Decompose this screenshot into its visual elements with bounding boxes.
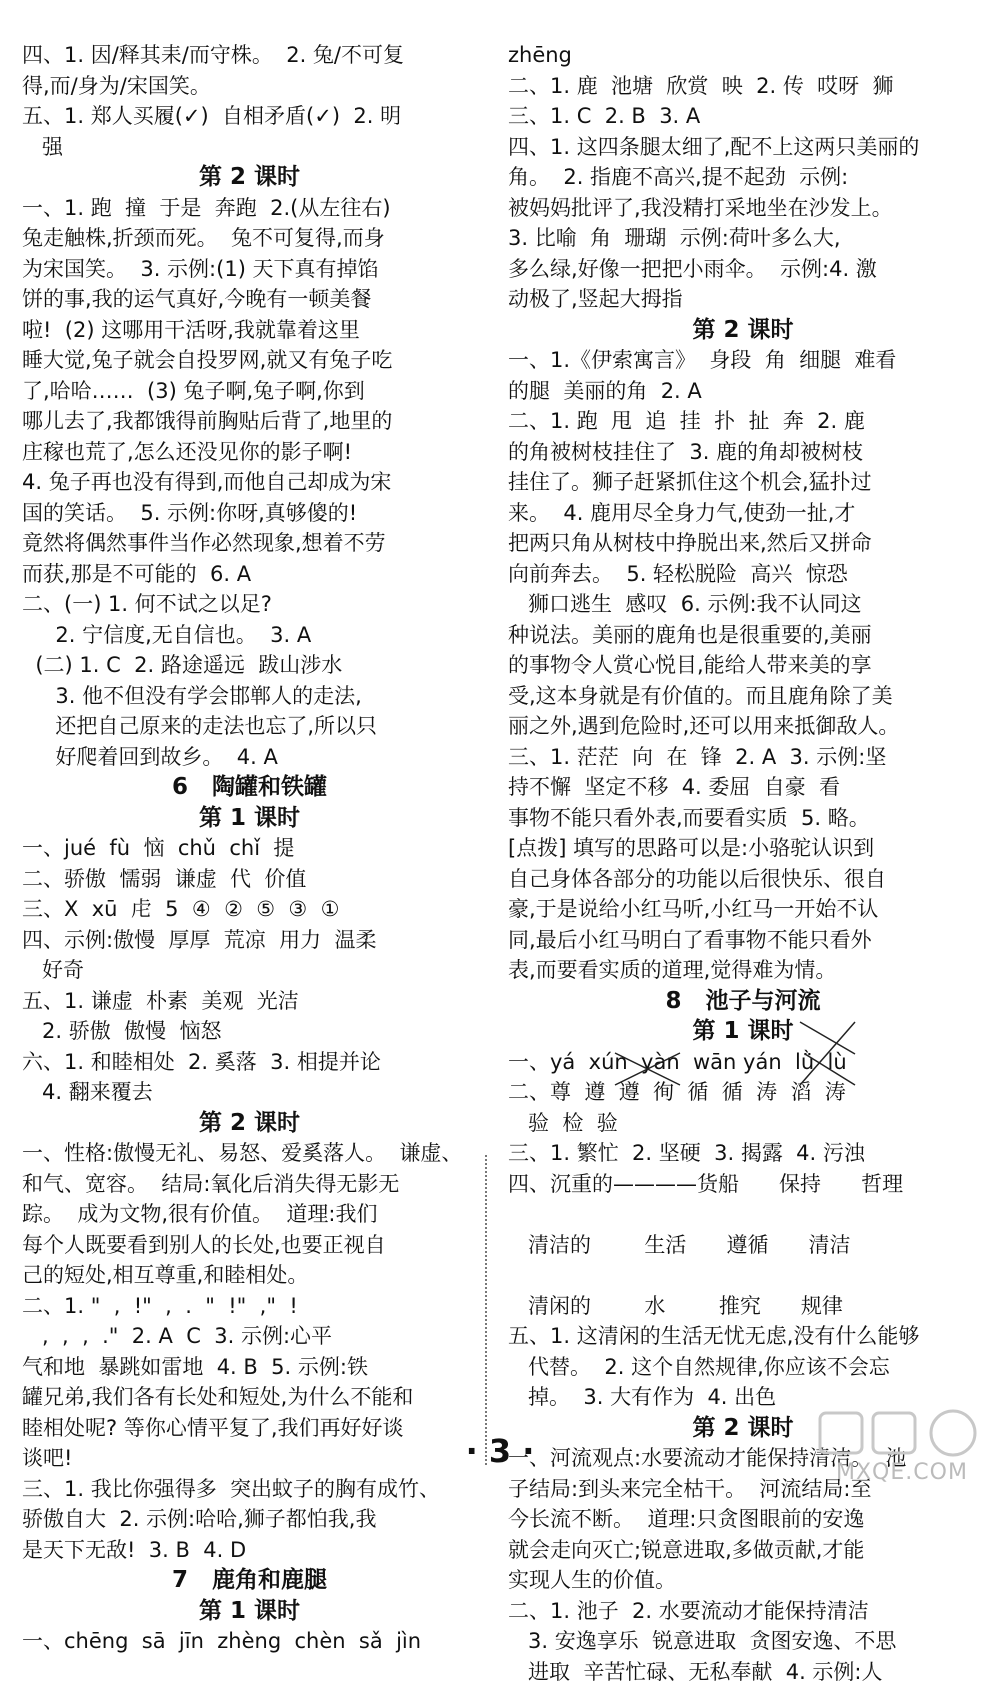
text-line: (二) 1. C 2. 路途遥远 跋山涉水 <box>22 650 477 681</box>
text-line: 第 2 课时 <box>22 1108 477 1139</box>
text-line: 一、河流观点:水要流动才能保持清洁。 池 <box>508 1443 978 1474</box>
text-line: 饼的事,我的运气真好,今晚有一顿美餐 <box>22 284 477 315</box>
text-line: 一、chēng sā jīn zhèng chèn sǎ jìn <box>22 1626 477 1657</box>
text-line: 3. 他不但没有学会邯郸人的走法, <box>22 681 477 712</box>
text-line: 哪儿去了,我都饿得前胸贴后背了,地里的 <box>22 406 477 437</box>
text-line: 五、1. 这清闲的生活无忧无虑,没有什么能够 <box>508 1321 978 1352</box>
text-line: 挂住了。狮子赶紧抓住这个机会,猛扑过 <box>508 467 978 498</box>
text-line: 是天下无敌! 3. B 4. D <box>22 1535 477 1566</box>
text-line: 三、1. C 2. B 3. A <box>508 101 978 132</box>
text-line: 向前奔去。 5. 轻松脱险 高兴 惊恐 <box>508 559 978 590</box>
text-line: 多么绿,好像一把把小雨伞。 示例:4. 激 <box>508 254 978 285</box>
text-line: 4. 翻来覆去 <box>22 1077 477 1108</box>
text-line: 第 1 课时 <box>22 1596 477 1627</box>
text-line: 8 池子与河流 <box>508 986 978 1017</box>
text-line: 三、1. 繁忙 2. 坚硬 3. 揭露 4. 污浊 <box>508 1138 978 1169</box>
text-line: 四、沉重的————货船 保持 哲理 <box>508 1169 978 1200</box>
text-line: 踪。 成为文物,很有价值。 道理:我们 <box>22 1199 477 1230</box>
text-line: 狮口逃生 感叹 6. 示例:我不认同这 <box>508 589 978 620</box>
text-line: , , , ." 2. A C 3. 示例:心平 <box>22 1321 477 1352</box>
text-line: 清闲的 水 推究 规律 <box>508 1291 978 1322</box>
text-line: 还把自己原来的走法也忘了,所以只 <box>22 711 477 742</box>
text-line: 二、1. " , !" , . " !" ," ! <box>22 1291 477 1322</box>
text-line: 4. 兔子再也没有得到,而他自己却成为宋 <box>22 467 477 498</box>
text-line: 罐兄弟,我们各有长处和短处,为什么不能和 <box>22 1382 477 1413</box>
text-line: 为宋国笑。 3. 示例:(1) 天下真有掉馅 <box>22 254 477 285</box>
text-line: 的事物令人赏心悦目,能给人带来美的享 <box>508 650 978 681</box>
text-line: 代替。 2. 这个自然规律,你应该不会忘 <box>508 1352 978 1383</box>
text-line: 气和地 暴跳如雷地 4. B 5. 示例:铁 <box>22 1352 477 1383</box>
text-line: 竟然将偶然事件当作必然现象,想着不劳 <box>22 528 477 559</box>
text-line: 清洁的 生活 遵循 清洁 <box>508 1230 978 1261</box>
text-line: 二、1. 鹿 池塘 欣赏 映 2. 传 哎呀 狮 <box>508 71 978 102</box>
text-line: 三、X xū 虍 5 ④ ② ⑤ ③ ① <box>22 894 477 925</box>
text-line: 兔走触株,折颈而死。 兔不可复得,而身 <box>22 223 477 254</box>
text-line: 持不懈 坚定不移 4. 委屈 自豪 看 <box>508 772 978 803</box>
text-line: 豪,于是说给小红马听,小红马一开始不认 <box>508 894 978 925</box>
text-line: 每个人既要看到别人的长处,也要正视自 <box>22 1230 477 1261</box>
text-line: 了,哈哈…… (3) 兔子啊,兔子啊,你到 <box>22 376 477 407</box>
text-line: 四、1. 这四条腿太细了,配不上这两只美丽的 <box>508 132 978 163</box>
text-line: 一、性格:傲慢无礼、易怒、爱奚落人。 谦虚、 <box>22 1138 477 1169</box>
text-line: 的腿 美丽的角 2. A <box>508 376 978 407</box>
text-line: 6 陶罐和铁罐 <box>22 772 477 803</box>
text-line: 表,而要看实质的道理,觉得难为情。 <box>508 955 978 986</box>
text-line: 一、yá xún yàn wān yán lǜ lù <box>508 1047 978 1078</box>
text-line: 而获,那是不可能的 6. A <box>22 559 477 590</box>
text-line: 第 2 课时 <box>508 1413 978 1444</box>
text-line: 第 1 课时 <box>22 803 477 834</box>
text-line: 和气、宽容。 结局:氧化后消失得无影无 <box>22 1169 477 1200</box>
text-line: 种说法。美丽的鹿角也是很重要的,美丽 <box>508 620 978 651</box>
text-line: 四、1. 因/释其耒/而守株。 2. 兔/不可复 <box>22 40 477 71</box>
text-line: 子结局:到头来完全枯干。 河流结局:至 <box>508 1474 978 1505</box>
text-line: 三、1. 我比你强得多 突出蚊子的胸有成竹、 <box>22 1474 477 1505</box>
text-line: 二、骄傲 懦弱 谦虚 代 价值 <box>22 864 477 895</box>
text-line: 就会走向灭亡;锐意进取,多做贡献,才能 <box>508 1535 978 1566</box>
text-line: 二、(一) 1. 何不试之以足? <box>22 589 477 620</box>
text-line: 谈吧! <box>22 1443 477 1474</box>
text-line: 自己身体各部分的功能以后很快乐、很自 <box>508 864 978 895</box>
text-line: 掉。 3. 大有作为 4. 出色 <box>508 1382 978 1413</box>
text-line: 好爬着回到故乡。 4. A <box>22 742 477 773</box>
text-line: 角。 2. 指鹿不高兴,提不起劲 示例: <box>508 162 978 193</box>
text-line: 被妈妈批评了,我没精打采地坐在沙发上。 <box>508 193 978 224</box>
text-line: 第 2 课时 <box>508 315 978 346</box>
text-line: 六、1. 和睦相处 2. 奚落 3. 相提并论 <box>22 1047 477 1078</box>
text-line: 7 鹿角和鹿腿 <box>22 1565 477 1596</box>
text-line: 己的短处,相互尊重,和睦相处。 <box>22 1260 477 1291</box>
text-line: 一、1. 跑 撞 于是 奔跑 2.(从左往右) <box>22 193 477 224</box>
text-line: 好奇 <box>22 955 477 986</box>
text-line <box>508 1260 978 1291</box>
text-line: 啦! (2) 这哪用干活呀,我就靠着这里 <box>22 315 477 346</box>
text-line: 动极了,竖起大拇指 <box>508 284 978 315</box>
text-line: 睡大觉,兔子就会自投罗网,就又有兔子吃 <box>22 345 477 376</box>
text-line: 一、1.《伊索寓言》 身段 角 细腿 难看 <box>508 345 978 376</box>
text-line: [点拨] 填写的思路可以是:小骆驼认识到 <box>508 833 978 864</box>
text-line <box>508 1199 978 1230</box>
text-line: zhēng <box>508 40 978 71</box>
text-line: 第 1 课时 <box>508 1016 978 1047</box>
text-line: 国的笑话。 5. 示例:你呀,真够傻的! <box>22 498 477 529</box>
text-line: 得,而/身为/宋国笑。 <box>22 71 477 102</box>
text-line: 丽之外,遇到危险时,还可以用来抵御敌人。 <box>508 711 978 742</box>
text-line: 今长流不断。 道理:只贪图眼前的安逸 <box>508 1504 978 1535</box>
text-line: 睦相处呢? 等你心情平复了,我们再好好谈 <box>22 1413 477 1444</box>
text-line: 五、1. 郑人买履(✓) 自相矛盾(✓) 2. 明 <box>22 101 477 132</box>
text-line: 同,最后小红马明白了看事物不能只看外 <box>508 925 978 956</box>
text-line: 进取 辛苦忙碌、无私奉献 4. 示例:人 <box>508 1657 978 1687</box>
text-line: 二、尊 遵 遵 徇 循 循 涛 滔 涛 <box>508 1077 978 1108</box>
text-line: 四、示例:傲慢 厚厚 荒凉 用力 温柔 <box>22 925 477 956</box>
text-line: 骄傲自大 2. 示例:哈哈,狮子都怕我,我 <box>22 1504 477 1535</box>
text-line: 强 <box>22 132 477 163</box>
text-line: 3. 安逸享乐 锐意进取 贪图安逸、不思 <box>508 1626 978 1657</box>
text-line: 3. 比喻 角 珊瑚 示例:荷叶多么大, <box>508 223 978 254</box>
watermark-text: MXQE.COM <box>836 1460 968 1485</box>
text-line: 二、1. 跑 甩 追 挂 扑 扯 奔 2. 鹿 <box>508 406 978 437</box>
text-line: 把两只角从树枝中挣脱出来,然后又拼命 <box>508 528 978 559</box>
text-line: 庄稼也荒了,怎么还没见你的影子啊! <box>22 437 477 468</box>
text-line: 的角被树枝挂住了 3. 鹿的角却被树枝 <box>508 437 978 468</box>
left-column <box>22 40 477 1657</box>
column-separator <box>485 1155 487 1465</box>
text-line: 第 2 课时 <box>22 162 477 193</box>
text-line: 受,这本身就是有价值的。而且鹿角除了美 <box>508 681 978 712</box>
text-line: 五、1. 谦虚 朴素 美观 光洁 <box>22 986 477 1017</box>
text-line: 事物不能只看外表,而要看实质 5. 略。 <box>508 803 978 834</box>
text-line: 一、jué fù 恼 chǔ chǐ 提 <box>22 833 477 864</box>
text-line: 验 检 验 <box>508 1108 978 1139</box>
text-line: 来。 4. 鹿用尽全身力气,使劲一扯,才 <box>508 498 978 529</box>
text-line: 2. 宁信度,无自信也。 3. A <box>22 620 477 651</box>
page-number: · 3 · <box>0 1432 1000 1470</box>
text-line: 二、1. 池子 2. 水要流动才能保持清洁 <box>508 1596 978 1627</box>
text-line: 三、1. 茫茫 向 在 锋 2. A 3. 示例:坚 <box>508 742 978 773</box>
text-line: 2. 骄傲 傲慢 恼怒 <box>22 1016 477 1047</box>
text-line: 实现人生的价值。 <box>508 1565 978 1596</box>
